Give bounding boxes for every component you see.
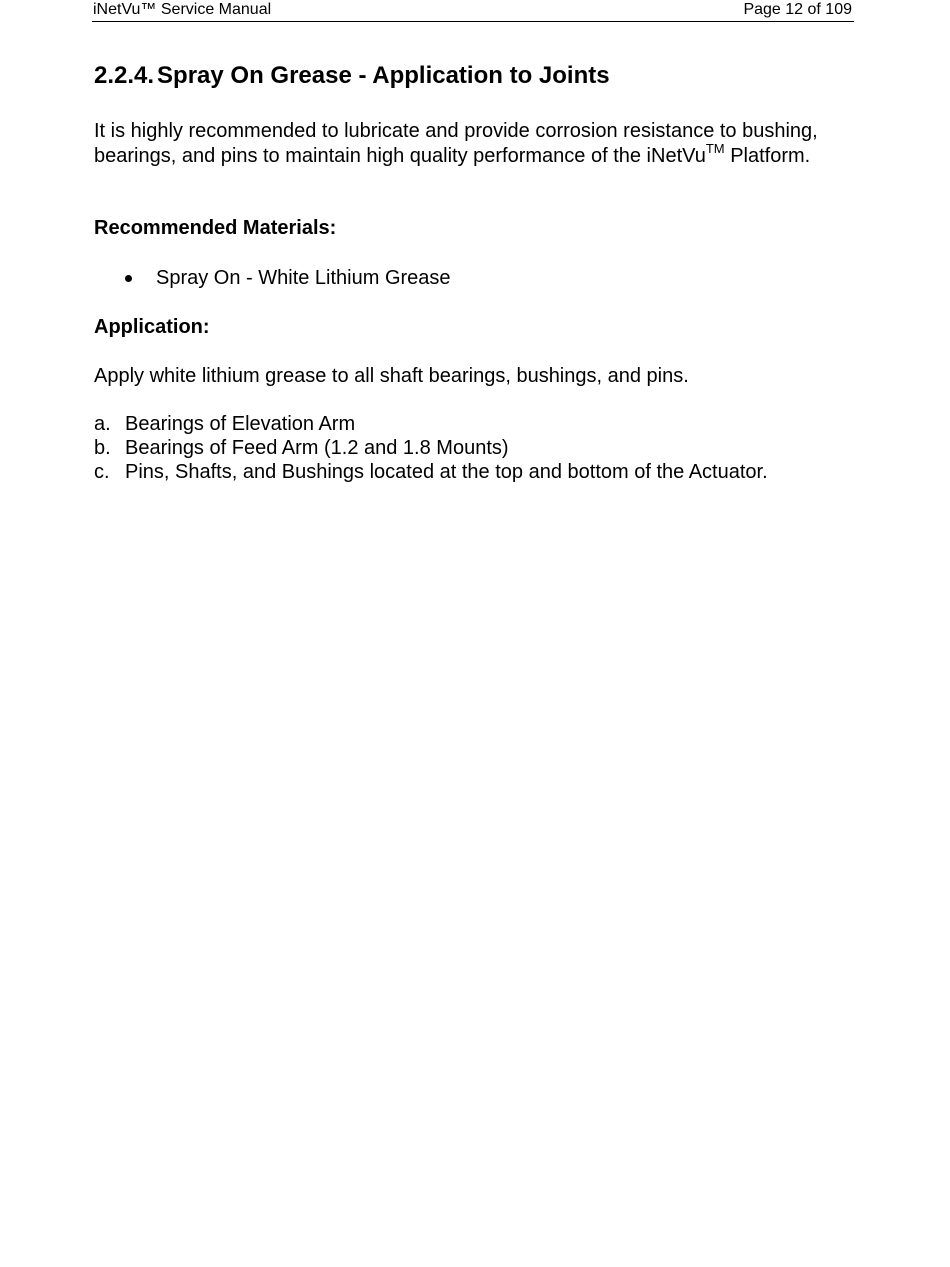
intro-tail: Platform.	[724, 144, 811, 167]
list-item	[94, 460, 768, 484]
list-marker: c.	[94, 461, 110, 483]
application-steps	[94, 412, 768, 484]
list-item-text: Bearings of Elevation Arm	[125, 413, 356, 435]
list-marker: b.	[94, 437, 111, 459]
page-header	[92, 0, 854, 22]
list-item-text: Spray On - White Lithium Grease	[156, 267, 451, 289]
intro-text: It is highly recommended to lubricate and provide corrosion resistance to bushing, bearings, and pins to maintain high quality performance of the iNetVu	[94, 120, 818, 167]
section-number: 2.2.4.	[94, 62, 155, 89]
document-title: iNetVu™ Service Manual	[93, 1, 272, 18]
materials-heading: Recommended Materials:	[94, 217, 337, 239]
trademark-superscript: TM	[705, 140, 725, 156]
list-marker: a.	[94, 413, 111, 435]
section-title: Spray On Grease - Application to Joints	[157, 62, 610, 89]
page-number: Page 12 of 109	[743, 1, 852, 18]
application-text: Apply white lithium grease to all shaft bearings, bushings, and pins.	[94, 365, 689, 387]
application-heading: Application:	[94, 316, 210, 338]
bullet-icon	[125, 275, 132, 282]
list-item-text: Pins, Shafts, and Bushings located at the top and bottom of the Actuator.	[125, 461, 768, 483]
intro-paragraph	[94, 119, 854, 168]
list-item	[94, 266, 451, 290]
list-item-text: Bearings of Feed Arm (1.2 and 1.8 Mounts)	[125, 437, 509, 459]
list-item	[94, 412, 768, 436]
materials-list	[94, 266, 451, 290]
list-item	[94, 436, 768, 460]
section-heading	[94, 60, 610, 92]
